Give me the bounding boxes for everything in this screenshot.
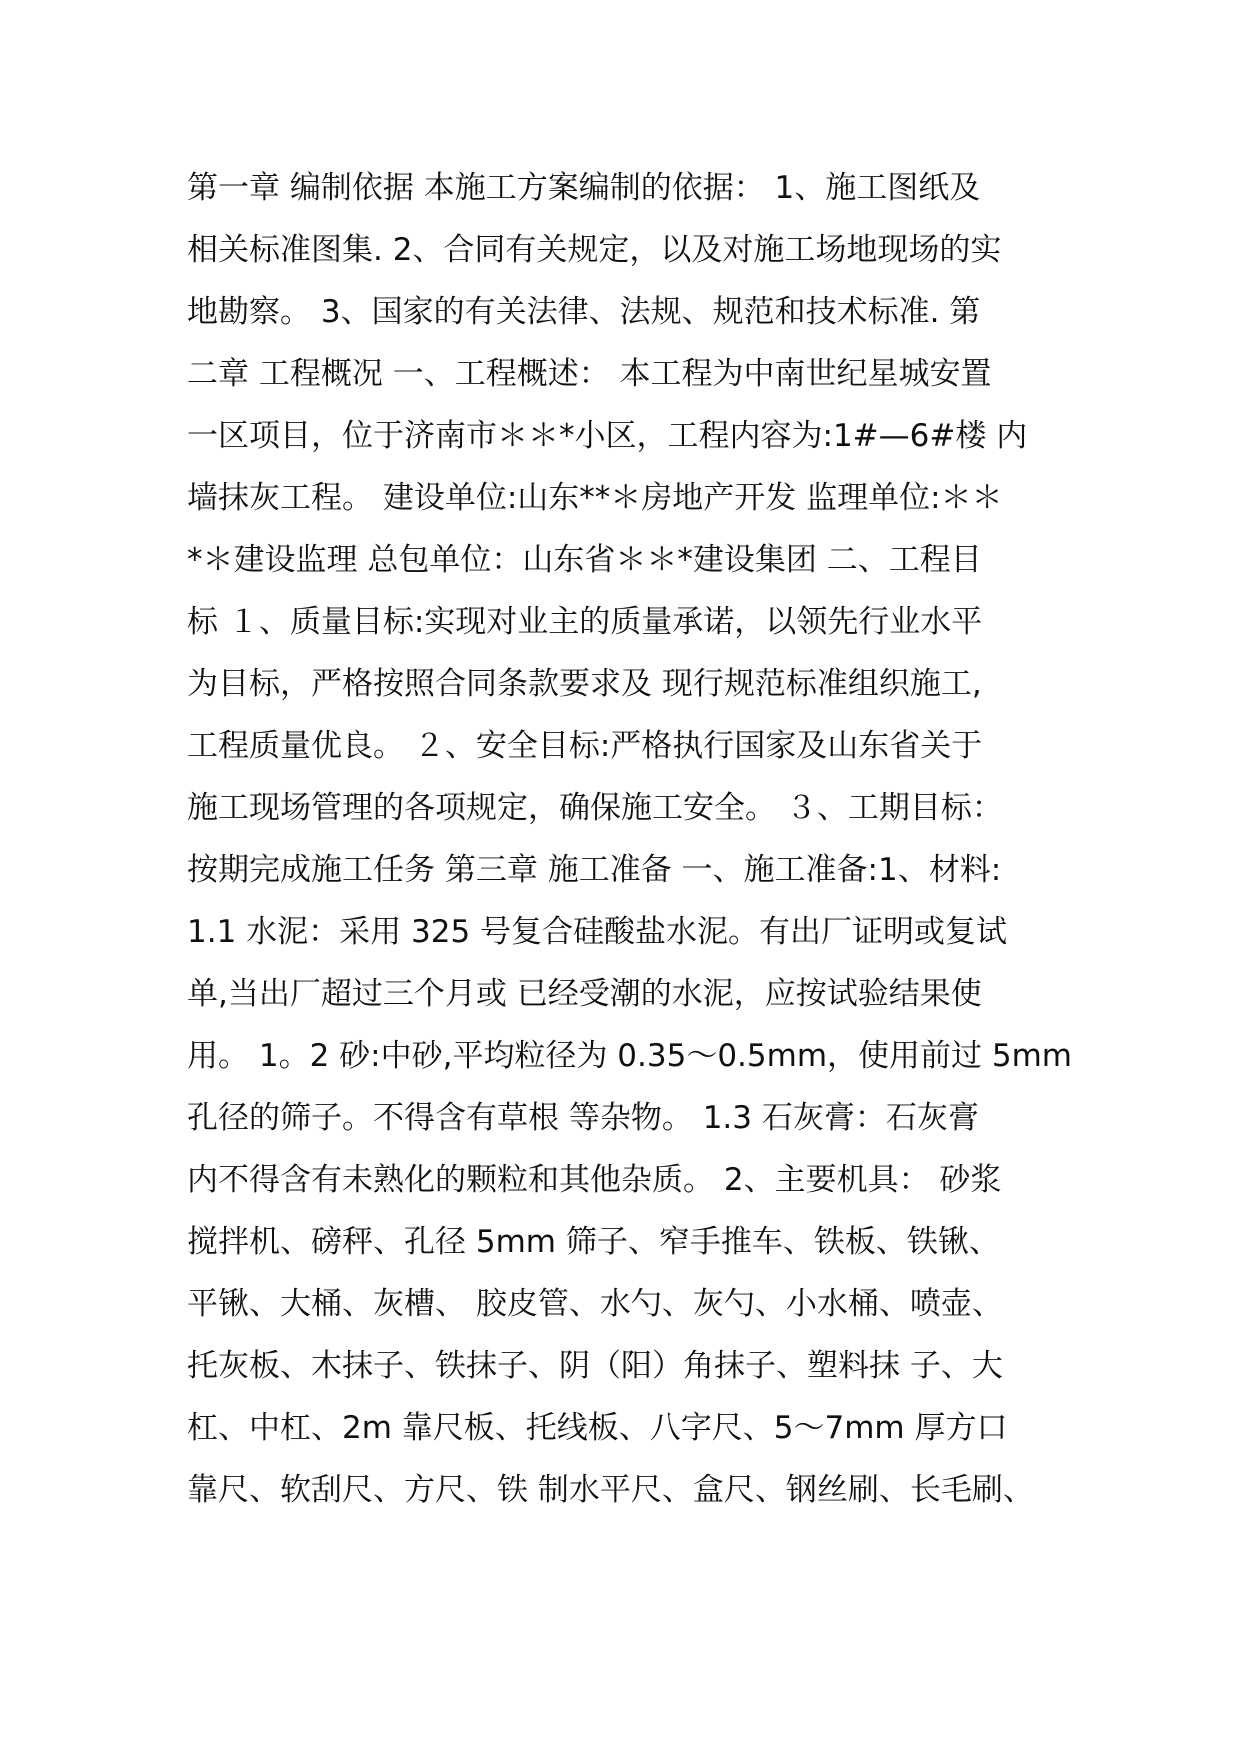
text-line: 靠尺、软刮尺、方尺、铁 制水平尺、盒尺、钢丝刷、长毛刷、 [187,1472,1034,1508]
text-line: 单,当出厂超过三个月或 已经受潮的水泥，应按试验结果使 [187,976,982,1012]
text-line: 第一章 编制依据 本施工方案编制的依据： 1、施工图纸及 [187,170,981,206]
text-line: 墙抹灰工程。 建设单位:山东**＊房地产开发 监理单位:＊＊ [187,480,1003,516]
text-line: 用。 1。2 砂:中砂,平均粒径为 0.35～0.5mm，使用前过 5mm [187,1038,1072,1074]
text-line: 托灰板、木抹子、铁抹子、阴（阳）角抹子、塑料抹 子、大 [187,1348,1003,1384]
body-text [187,157,1087,1521]
text-line: 一区项目，位于济南市＊＊*小区，工程内容为:1#—6#楼 内 [187,418,1028,454]
text-line: 1.1 水泥：采用 325 号复合硅酸盐水泥。有出厂证明或复试 [187,914,1008,950]
text-line: 内不得含有未熟化的颗粒和其他杂质。 2、主要机具： 砂浆 [187,1162,1002,1198]
text-line: 施工现场管理的各项规定，确保施工安全。 ３、工期目标： [187,790,1003,826]
text-line: 标 １、质量目标:实现对业主的质量承诺，以领先行业水平 [187,604,983,640]
text-line: *＊建设监理 总包单位：山东省＊＊*建设集团 二、工程目 [187,542,982,578]
text-line: 按期完成施工任务 第三章 施工准备 一、施工准备:1、材料: [187,852,1002,888]
text-line: 孔径的筛子。不得含有草根 等杂物。 1.3 石灰膏：石灰膏 [187,1100,979,1136]
text-line: 平锹、大桶、灰槽、 胶皮管、水勺、灰勺、小水桶、喷壶、 [187,1286,1003,1322]
text-line: 工程质量优良。 ２、安全目标:严格执行国家及山东省关于 [187,728,983,764]
text-line: 杠、中杠、2m 靠尺板、托线板、八字尺、5～7mm 厚方口 [187,1410,1008,1446]
text-line: 为目标，严格按照合同条款要求及 现行规范标准组织施工, [187,666,982,702]
text-line: 二章 工程概况 一、工程概述： 本工程为中南世纪星城安置 [187,356,992,392]
text-line: 地勘察。 3、国家的有关法律、法规、规范和技术标准. 第 [187,294,981,330]
text-line: 相关标准图集. 2、合同有关规定，以及对施工场地现场的实 [187,232,1002,268]
text-line: 搅拌机、磅秤、孔径 5mm 筛子、窄手推车、铁板、铁锹、 [187,1224,1000,1260]
